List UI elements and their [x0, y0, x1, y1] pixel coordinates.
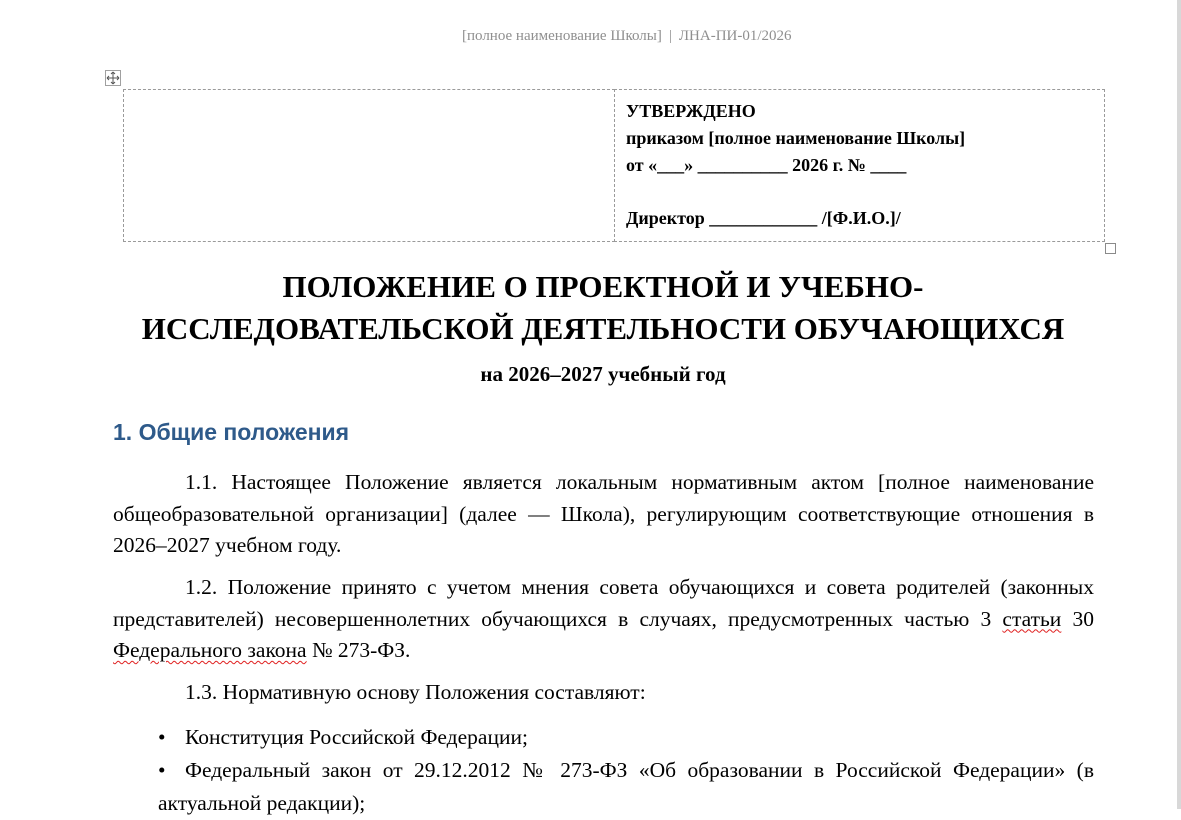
document-title	[113, 266, 1093, 350]
approval-title: УТВЕРЖДЕНО	[626, 101, 756, 121]
title-line-1: ПОЛОЖЕНИЕ О ПРОЕКТНОЙ И УЧЕБНО-	[282, 269, 924, 304]
list-item	[158, 721, 1094, 754]
approval-block	[626, 98, 965, 232]
list-item	[158, 754, 1094, 820]
table-move-icon[interactable]	[105, 70, 121, 86]
page-right-edge	[1177, 0, 1181, 809]
paragraph-1-3: 1.3. Нормативную основу Положения составляют:	[185, 680, 646, 704]
page-header	[462, 28, 792, 45]
header-org-placeholder: [полное наименование Школы]	[462, 28, 662, 44]
approval-director: Директор ____________ /[Ф.И.О.]/	[626, 208, 901, 228]
section-heading: 1. Общие положения	[113, 419, 350, 445]
table-cell-left[interactable]	[123, 89, 615, 242]
paragraph-1-2	[113, 572, 1094, 667]
paragraph-1-2-text-a: 1.2. Положение принято с учетом мнения совета обучающихся и совета родителей (законных представителей) несовершеннолетних обучающихся в случаях, предусмотренных частью 3	[113, 575, 1094, 631]
document-subtitle: на 2026–2027 учебный год	[480, 362, 726, 386]
paragraph-1-1: 1.1. Настоящее Положение является локальным нормативным актом [полное наименование общеобразовательной организации] (далее — Школа), регулирующим соответствующие отношения в 2026–2027 учебном году.	[113, 470, 1094, 557]
approval-date-line: от «___» __________ 2026 г. № ____	[626, 155, 907, 175]
spellcheck-word-1: статьи	[1002, 606, 1062, 631]
bullet-icon: •	[158, 725, 166, 749]
list-item-text: Конституция Российской Федерации;	[185, 725, 528, 749]
paragraph-1-2-text-c: № 273-ФЗ.	[306, 638, 411, 662]
approval-order: приказом [полное наименование Школы]	[626, 128, 966, 148]
paragraph-1-2-text-b: 30	[1061, 606, 1095, 631]
title-line-2: ИССЛЕДОВАТЕЛЬСКОЙ ДЕЯТЕЛЬНОСТИ ОБУЧАЮЩИХСЯ	[141, 311, 1065, 346]
bullet-icon: •	[158, 758, 166, 782]
table-resize-handle[interactable]	[1105, 243, 1116, 254]
list-item-text: Федеральный закон от 29.12.2012 № 273-ФЗ «Об образовании в Российской Федерации» (в актуальной редакции);	[158, 758, 1094, 815]
spellcheck-word-2: Федерального закона	[113, 638, 307, 662]
header-separator: |	[668, 28, 672, 44]
header-doc-code: ЛНА-ПИ-01/2026	[678, 28, 792, 44]
